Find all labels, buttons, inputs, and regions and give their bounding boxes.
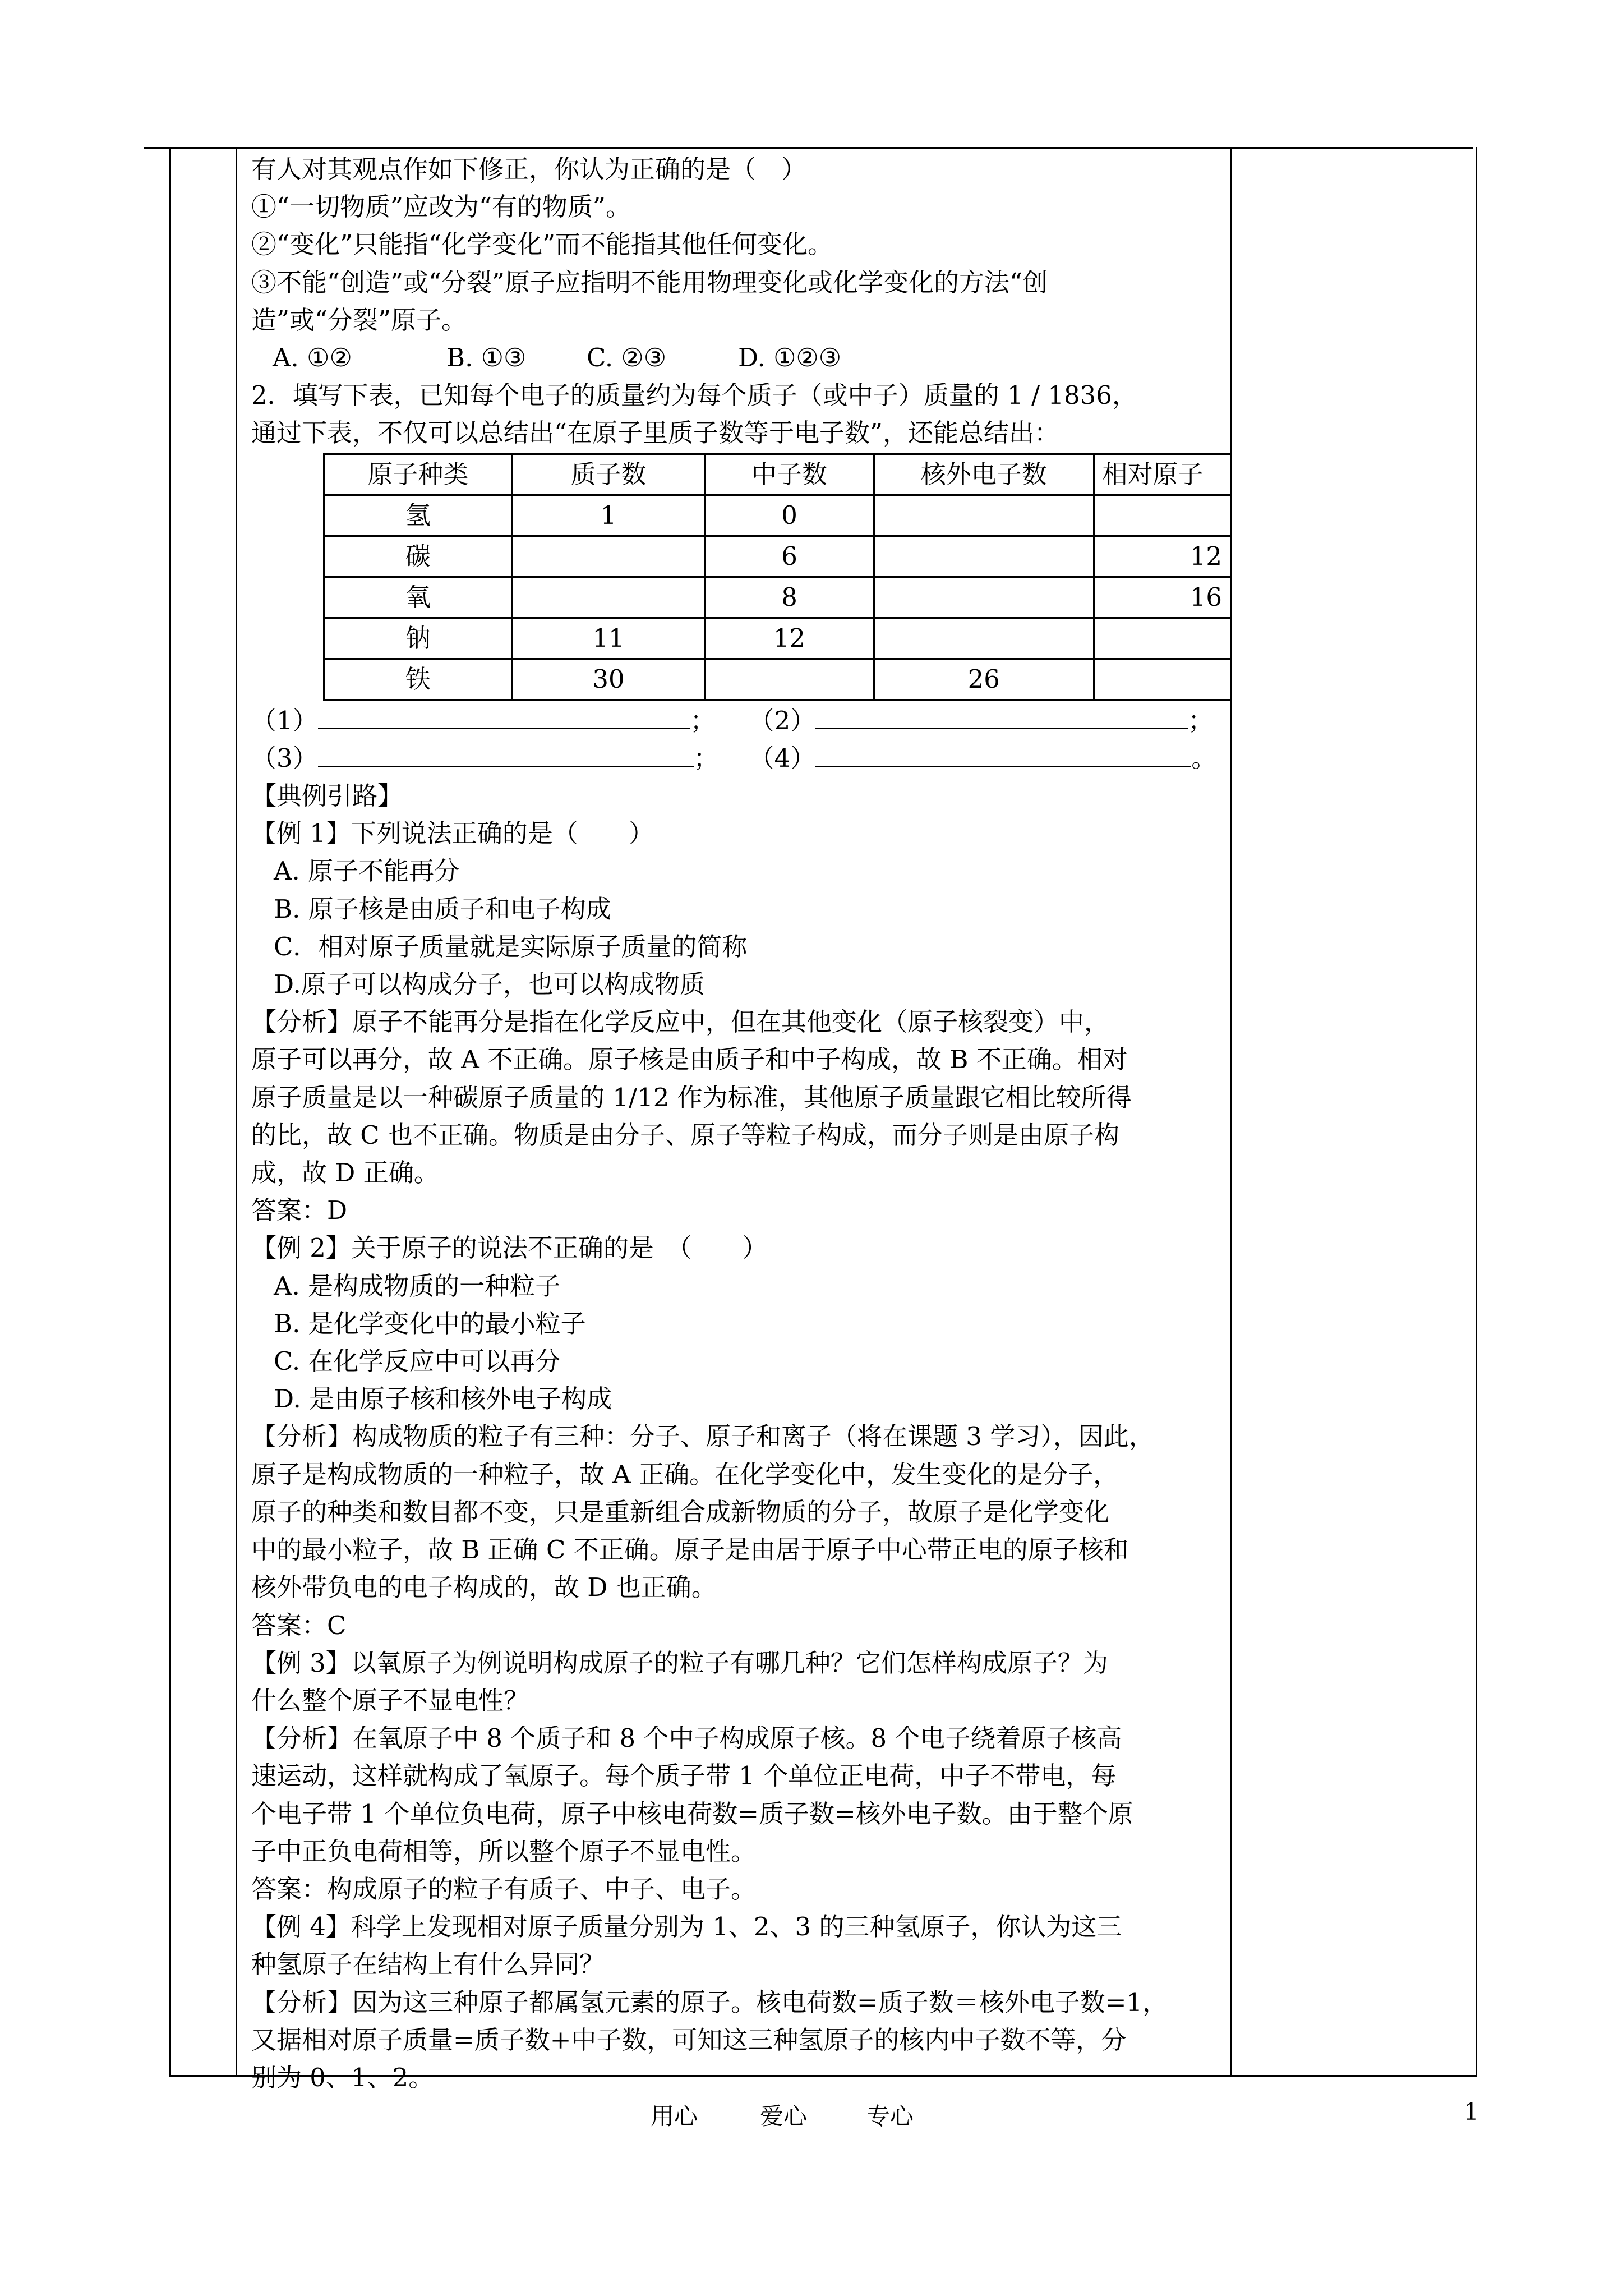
table-cell: 6 — [705, 536, 874, 577]
example-2-analysis: 核外带负电的电子构成的，故 D 也正确。 — [251, 1572, 717, 1603]
table-row — [324, 495, 1230, 536]
example-2-option: A. 是构成物质的一种粒子 — [274, 1271, 561, 1301]
example-2-option: C. 在化学反应中可以再分 — [274, 1346, 561, 1377]
table-cell: 氢 — [324, 495, 513, 536]
example-3-analysis: 速运动，这样就构成了氧原子。每个质子带 1 个单位正电荷，中子不带电，每 — [251, 1761, 1117, 1791]
table-cell — [705, 659, 874, 700]
table-cell: 碳 — [324, 536, 513, 577]
blank-label: （2） — [749, 705, 816, 735]
main-content — [251, 150, 1230, 2096]
table-cell: 钠 — [324, 618, 513, 659]
example-1-question: 【例 1】下列说法正确的是（ ） — [251, 818, 654, 849]
table-header-row — [324, 454, 1230, 495]
q1-option-d: D. ①②③ — [738, 343, 842, 373]
answer-blank-1[interactable] — [318, 703, 690, 729]
text-line: 通过下表，不仅可以总结出“在原子里质子数等于电子数”，还能总结出： — [251, 418, 1060, 448]
table-cell — [1094, 618, 1230, 659]
table-header-cell: 原子种类 — [324, 454, 513, 495]
table-cell: 氧 — [324, 577, 513, 618]
atom-table — [323, 453, 1230, 701]
example-1-option: A. 原子不能再分 — [274, 856, 460, 886]
example-3-question: 【例 3】以氧原子为例说明构成原子的粒子有哪几种？它们怎样构成原子？为 — [251, 1648, 1108, 1678]
column-divider-right — [1230, 147, 1232, 2077]
q1-option-b: B. ①③ — [446, 343, 527, 373]
example-2-option: D. 是由原子核和核外电子构成 — [274, 1384, 612, 1414]
table-cell — [512, 577, 705, 618]
blank-end: ； — [1188, 705, 1214, 735]
example-1-option: B. 原子核是由质子和电子构成 — [274, 894, 611, 924]
example-2-analysis: 中的最小粒子，故 B 正确 C 不正确。原子是由居于原子中心带正电的原子核和 — [251, 1535, 1129, 1565]
example-4-analysis: 别为 0、1、2。 — [251, 2062, 434, 2092]
text-line: 2．填写下表，已知每个电子的质量约为每个质子（或中子）质量的 1 / 1836， — [251, 380, 1137, 411]
example-4-question: 种氢原子在结构上有什么异同？ — [251, 1949, 605, 1980]
table-cell: 26 — [874, 659, 1094, 700]
blank-label: （4） — [749, 743, 816, 773]
table-header-cell: 核外电子数 — [874, 454, 1094, 495]
table-cell: 1 — [512, 495, 705, 536]
blank-row — [251, 702, 1230, 739]
text-line: 有人对其观点作如下修正，你认为正确的是（ ） — [251, 154, 807, 184]
table-cell: 11 — [512, 618, 705, 659]
table-row — [324, 536, 1230, 577]
answer-blank-3[interactable] — [318, 741, 694, 767]
example-1-analysis: 的比，故 C 也不正确。物质是由分子、原子等粒子构成，而分子则是由原子构 — [251, 1120, 1120, 1150]
q1-options — [251, 339, 1230, 376]
column-divider-left — [236, 147, 237, 2077]
example-4-analysis: 【分析】因为这三种原子都属氢元素的原子。核电荷数=质子数＝核外电子数=1， — [251, 1987, 1168, 2017]
example-1-analysis: 【分析】原子不能再分是指在化学反应中，但在其他变化（原子核裂变）中， — [251, 1007, 1110, 1037]
text-line: ③不能“创造”或“分裂”原子应指明不能用物理变化或化学变化的方法“创 — [251, 267, 1048, 297]
page-number: 1 — [1464, 2098, 1479, 2125]
example-3-question: 什么整个原子不显电性？ — [251, 1685, 529, 1715]
example-3-analysis: 个电子带 1 个单位负电荷，原子中核电荷数=质子数=核外电子数。由于整个原 — [251, 1798, 1133, 1829]
example-1-analysis: 原子质量是以一种碳原子质量的 1/12 作为标准，其他原子质量跟它相比较所得 — [251, 1082, 1132, 1112]
example-3-analysis: 【分析】在氧原子中 8 个质子和 8 个中子构成原子核。8 个电子绕着原子核高 — [251, 1723, 1122, 1754]
example-2-option: B. 是化学变化中的最小粒子 — [274, 1308, 586, 1338]
table-header-cell: 质子数 — [512, 454, 705, 495]
table-cell: 12 — [705, 618, 874, 659]
table-row — [324, 659, 1230, 700]
table-cell — [874, 577, 1094, 618]
answer-blank-4[interactable] — [815, 741, 1191, 767]
example-2-question: 【例 2】关于原子的说法不正确的是 （ ） — [251, 1233, 768, 1263]
blank-row — [251, 739, 1230, 777]
table-cell: 铁 — [324, 659, 513, 700]
q1-option-c: C. ②③ — [587, 343, 667, 373]
table-row — [324, 577, 1230, 618]
blank-label: （1） — [251, 705, 318, 735]
example-2-analysis: 【分析】构成物质的粒子有三种：分子、原子和离子（将在课题 3 学习），因此， — [251, 1421, 1154, 1452]
table-cell: 12 — [1094, 536, 1230, 577]
footer-word-1: 用心 — [651, 2102, 698, 2130]
footer-word-2: 爱心 — [760, 2102, 808, 2130]
example-3-answer: 答案：构成原子的粒子有质子、中子、电子。 — [251, 1874, 757, 1904]
example-1-answer: 答案：D — [251, 1195, 348, 1226]
text-line: ①“一切物质”应改为“有的物质”。 — [251, 192, 631, 222]
table-cell — [1094, 659, 1230, 700]
example-4-analysis: 又据相对原子质量=质子数+中子数，可知这三种氢原子的核内中子数不等，分 — [251, 2024, 1127, 2055]
footer-word-3: 专心 — [866, 2102, 914, 2130]
table-cell — [512, 536, 705, 577]
answer-blank-2[interactable] — [815, 703, 1188, 729]
example-2-analysis: 原子是构成物质的一种粒子，故 A 正确。在化学变化中，发生变化的是分子， — [251, 1459, 1119, 1489]
table-cell — [874, 495, 1094, 536]
table-row — [324, 618, 1230, 659]
table-cell: 0 — [705, 495, 874, 536]
blank-end: 。 — [1191, 743, 1217, 773]
example-1-analysis: 原子可以再分，故 A 不正确。原子核是由质子和中子构成，故 B 不正确。相对 — [251, 1045, 1128, 1075]
table-header-cell: 相对原子 — [1094, 454, 1230, 495]
table-cell: 8 — [705, 577, 874, 618]
table-header-cell: 中子数 — [705, 454, 874, 495]
example-2-analysis: 原子的种类和数目都不变，只是重新组合成新物质的分子，故原子是化学变化 — [251, 1497, 1110, 1527]
example-1-option: D.原子可以构成分子，也可以构成物质 — [274, 969, 705, 1000]
example-3-analysis: 子中正负电荷相等，所以整个原子不显电性。 — [251, 1836, 757, 1866]
q1-option-a: A. ①② — [273, 343, 352, 373]
example-1-option: C．相对原子质量就是实际原子质量的简称 — [274, 931, 748, 961]
text-line: 造”或“分裂”原子。 — [251, 305, 467, 335]
table-cell — [874, 536, 1094, 577]
table-cell: 30 — [512, 659, 705, 700]
blank-end: ； — [693, 743, 719, 773]
table-cell: 16 — [1094, 577, 1230, 618]
table-cell — [1094, 495, 1230, 536]
example-4-question: 【例 4】科学上发现相对原子质量分别为 1、2、3 的三种氢原子，你认为这三 — [251, 1912, 1122, 1942]
example-1-analysis: 成，故 D 正确。 — [251, 1158, 439, 1188]
blank-end: ； — [690, 705, 716, 735]
text-line: ②“变化”只能指“化学变化”而不能指其他任何变化。 — [251, 229, 833, 260]
example-2-answer: 答案：C — [251, 1610, 347, 1640]
table-cell — [874, 618, 1094, 659]
blank-label: （3） — [251, 743, 318, 773]
section-title: 【典例引路】 — [251, 781, 403, 811]
